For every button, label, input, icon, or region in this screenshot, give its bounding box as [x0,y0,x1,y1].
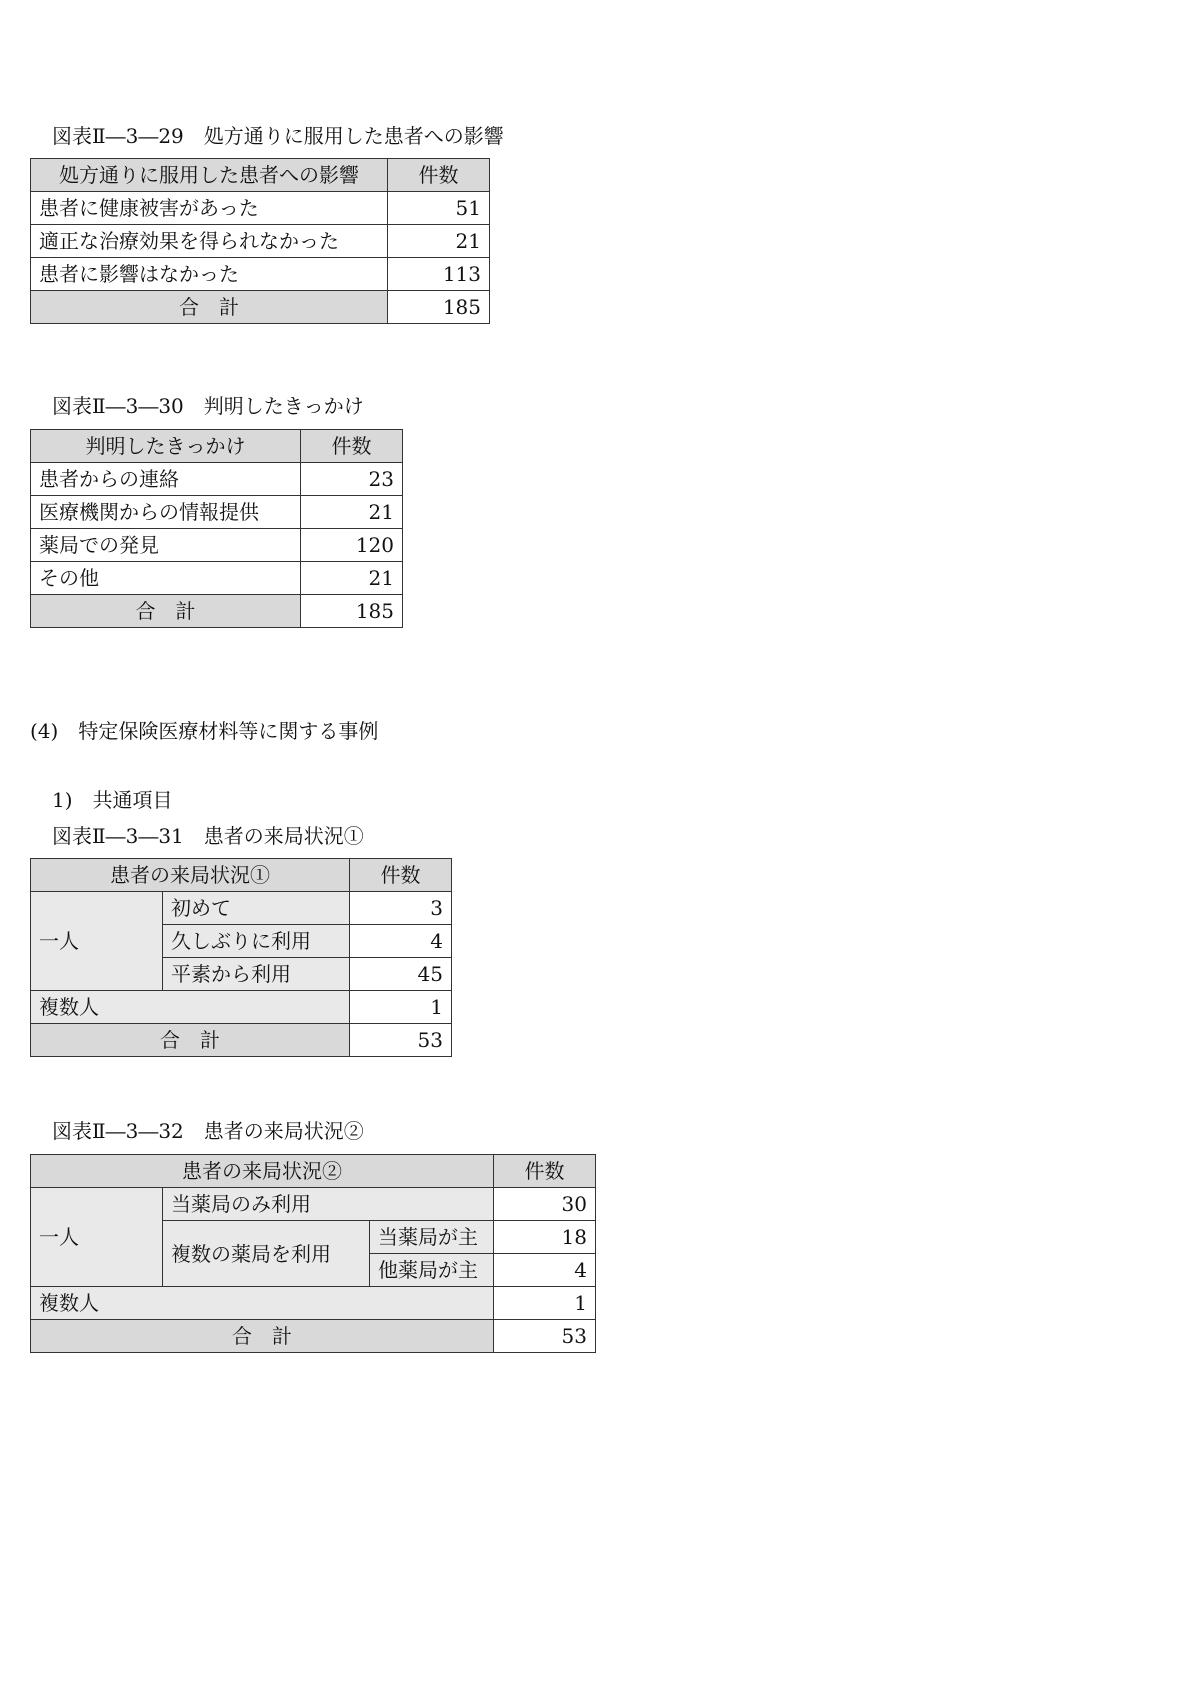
table-header-count: 件数 [350,859,452,892]
row-label: 久しぶりに利用 [163,925,350,958]
row-label: 複数人 [31,1287,494,1320]
table-header-count: 件数 [494,1155,596,1188]
total-label: 合 計 [31,595,301,628]
row-count: 18 [494,1221,596,1254]
group-label: 一人 [31,892,163,991]
total-count: 185 [388,291,490,324]
row-label: 患者に影響はなかった [31,258,388,291]
table-header-label: 患者の来局状況② [31,1155,494,1188]
row-count: 3 [350,892,452,925]
table-header-label: 判明したきっかけ [31,430,301,463]
row-count: 45 [350,958,452,991]
caption-table-32: 図表Ⅱ―3―32 患者の来局状況② [52,1119,364,1143]
row-count: 1 [494,1287,596,1320]
total-count: 53 [494,1320,596,1353]
total-label: 合 計 [31,291,388,324]
group-label: 一人 [31,1188,163,1287]
caption-table-31: 図表Ⅱ―3―31 患者の来局状況① [52,824,364,848]
table-32 [30,1154,596,1353]
row-count: 23 [301,463,403,496]
total-label: 合 計 [31,1320,494,1353]
table-30 [30,429,403,628]
row-count: 120 [301,529,403,562]
table-header-label: 処方通りに服用した患者への影響 [31,159,388,192]
row-count: 113 [388,258,490,291]
row-count: 30 [494,1188,596,1221]
subsection-heading: 1) 共通項目 [52,788,173,812]
row-label: その他 [31,562,301,595]
table-header-count: 件数 [301,430,403,463]
row-label: 他薬局が主 [370,1254,494,1287]
table-31 [30,858,452,1057]
row-label: 初めて [163,892,350,925]
row-count: 21 [301,562,403,595]
row-count: 4 [350,925,452,958]
caption-table-29: 図表Ⅱ―3―29 処方通りに服用した患者への影響 [52,124,504,148]
total-label: 合 計 [31,1024,350,1057]
row-count: 51 [388,192,490,225]
row-label: 患者からの連絡 [31,463,301,496]
row-label: 医療機関からの情報提供 [31,496,301,529]
row-label: 平素から利用 [163,958,350,991]
row-label: 複数人 [31,991,350,1024]
row-count: 21 [301,496,403,529]
table-header-label: 患者の来局状況① [31,859,350,892]
caption-table-30: 図表Ⅱ―3―30 判明したきっかけ [52,394,364,418]
row-label: 患者に健康被害があった [31,192,388,225]
row-label: 複数の薬局を利用 [163,1221,370,1287]
row-count: 4 [494,1254,596,1287]
row-label: 薬局での発見 [31,529,301,562]
row-count: 1 [350,991,452,1024]
row-count: 21 [388,225,490,258]
row-label: 当薬局が主 [370,1221,494,1254]
section-heading: (4) 特定保険医療材料等に関する事例 [30,719,379,743]
row-label: 当薬局のみ利用 [163,1188,494,1221]
table-29 [30,158,490,324]
row-label: 適正な治療効果を得られなかった [31,225,388,258]
total-count: 185 [301,595,403,628]
table-header-count: 件数 [388,159,490,192]
total-count: 53 [350,1024,452,1057]
